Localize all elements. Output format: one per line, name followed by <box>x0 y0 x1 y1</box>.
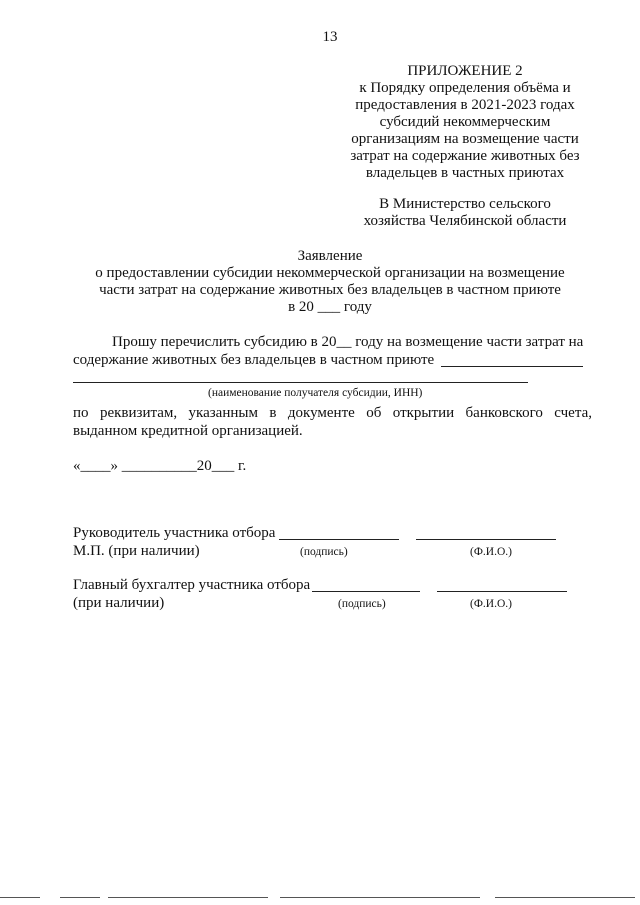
addressee-line: В Министерство сельского <box>379 196 551 212</box>
statement-title: Заявление <box>297 248 363 264</box>
accountant-signature-blank <box>312 591 420 592</box>
page-number: 13 <box>322 29 338 45</box>
scan-edge-line <box>0 897 40 898</box>
addressee-line: хозяйства Челябинской области <box>363 213 567 229</box>
scan-edge-line <box>108 897 268 898</box>
requisites-text-line-1: по реквизитам, указанным в документе об открытии банковского счета, <box>73 405 592 421</box>
requisites-text-line-2: выданном кредитной организацией. <box>73 423 303 439</box>
appendix-title: ПРИЛОЖЕНИЕ 2 <box>407 63 523 79</box>
accountant-sub-label: (при наличии) <box>73 595 165 611</box>
request-text-line-2: содержание животных без владельцев в частном приюте <box>73 352 435 368</box>
appendix-line: организациям на возмещение части <box>351 131 579 147</box>
statement-line: о предоставлении субсидии некоммерческой организации на возмещение <box>95 265 565 281</box>
request-text-line-1: Прошу перечислить субсидию в 20__ году на возмещение части затрат на <box>112 334 584 350</box>
accountant-name-caption: (Ф.И.О.) <box>470 598 512 610</box>
head-name-caption: (Ф.И.О.) <box>470 546 512 558</box>
head-label: Руководитель участника отбора <box>73 525 276 541</box>
scan-edge-line <box>60 897 100 898</box>
scan-edge-line <box>495 897 635 898</box>
appendix-line: затрат на содержание животных без <box>350 148 580 164</box>
head-sub-label: М.П. (при наличии) <box>73 543 200 559</box>
shelter-name-blank <box>441 366 583 367</box>
head-signature-blank <box>279 539 399 540</box>
appendix-line: субсидий некоммерческим <box>379 114 551 130</box>
statement-line: в 20 ___ году <box>288 299 372 315</box>
recipient-caption: (наименование получателя субсидии, ИНН) <box>208 387 423 399</box>
recipient-blank <box>73 382 528 383</box>
appendix-line: предоставления в 2021-2023 годах <box>355 97 575 113</box>
head-signature-caption: (подпись) <box>300 546 348 558</box>
head-name-blank <box>416 539 556 540</box>
appendix-line: к Порядку определения объёма и <box>359 80 571 96</box>
appendix-line: владельцев в частных приютах <box>365 165 565 181</box>
accountant-name-blank <box>437 591 567 592</box>
scan-edge-line <box>280 897 480 898</box>
statement-line: части затрат на содержание животных без владельцев в частном приюте <box>99 282 561 298</box>
accountant-label: Главный бухгалтер участника отбора <box>73 577 311 593</box>
accountant-signature-caption: (подпись) <box>338 598 386 610</box>
date-line: «____» __________20___ г. <box>73 458 247 474</box>
